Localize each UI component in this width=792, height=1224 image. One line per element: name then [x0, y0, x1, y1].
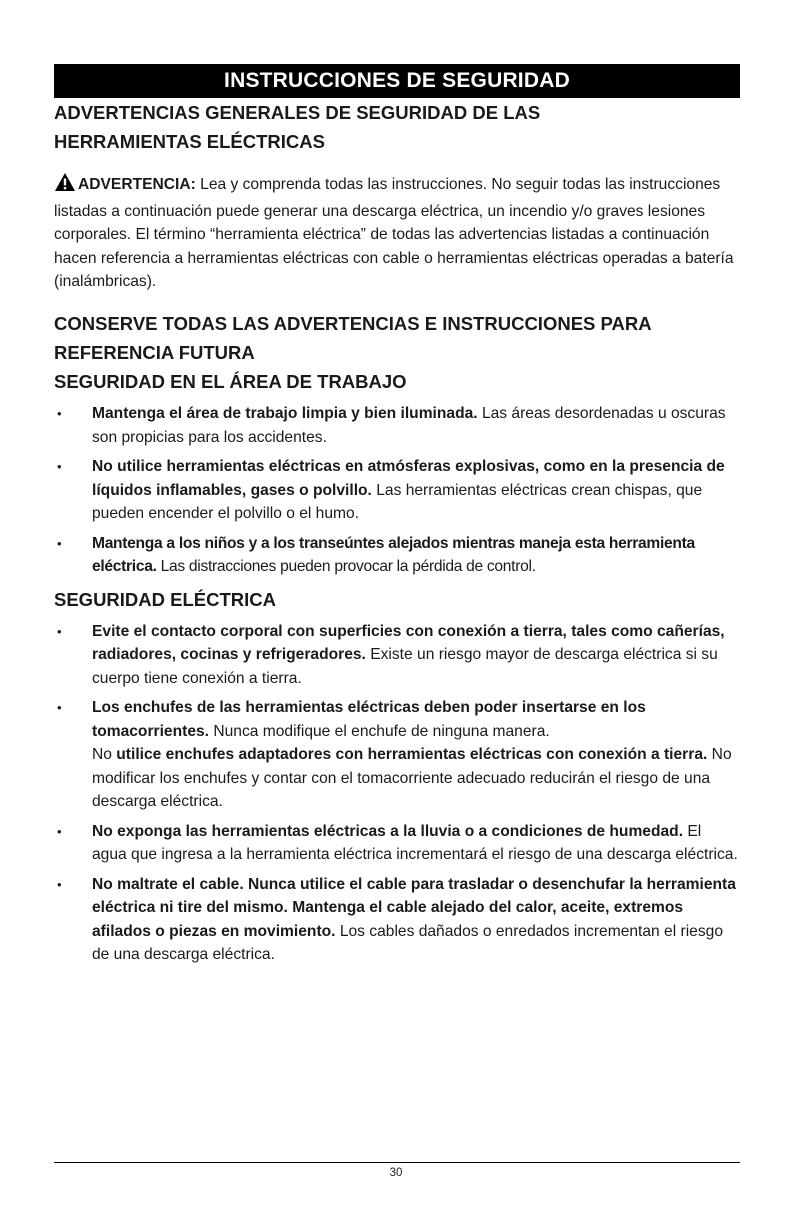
warning-triangle-icon: [54, 172, 76, 200]
item-bold: Evite el contacto corporal con superficies con conexión a tierra, tales como cañerías, radiadores, cocinas y refrigeradores.: [92, 622, 725, 664]
item-text: Nunca modifique el enchufe de ninguna manera.: [209, 722, 550, 740]
bullet-icon: •: [57, 406, 62, 422]
page-content: [54, 64, 740, 973]
item-bold-2: utilice enchufes adaptadores con herramientas eléctricas con conexión a tierra.: [116, 746, 708, 764]
conserve-title-line1: CONSERVE TODAS LAS ADVERTENCIAS E INSTRUCCIONES PARA: [54, 313, 652, 335]
list-item: [54, 696, 740, 814]
bullet-icon: •: [57, 823, 62, 839]
list-item: [54, 402, 740, 449]
item-bold: Mantenga a los niños y a los transeúntes alejados mientras maneja esta herramienta eléctrica.: [92, 534, 695, 576]
warning-text: Lea y comprenda todas las instrucciones. No seguir todas las instrucciones listadas a continuación puede generar una descarga eléctrica, un incendio y/o graves lesiones corporales. El término “herramienta eléctrica” de todas las advertencias listadas a continuación hacen referencia a herramientas eléctricas con cable o herramientas eléctricas operadas a batería (inalámbricas).: [54, 176, 734, 290]
page-number: 30: [389, 1167, 403, 1179]
electrical-safety-title: SEGURIDAD ELÉCTRICA: [54, 588, 277, 610]
bullet-icon: •: [57, 623, 62, 639]
list-item: [54, 873, 740, 967]
item-text: Las herramientas eléctricas crean chispas, que pueden encender el polvillo o el humo.: [92, 481, 703, 523]
conserve-title-line2: REFERENCIA FUTURA: [54, 342, 255, 364]
item-bold: Mantenga el área de trabajo limpia y bien iluminada.: [92, 405, 478, 423]
conserve-title: [54, 309, 740, 367]
bullet-icon: •: [57, 700, 62, 716]
item-text: El agua que ingresa a la herramienta eléctrica incrementará el riesgo de una descarga eléctrica.: [92, 822, 738, 864]
work-area-title: SEGURIDAD EN EL ÁREA DE TRABAJO: [54, 371, 407, 393]
footer-divider: [54, 1162, 740, 1163]
general-warnings-title-line1: ADVERTENCIAS GENERALES DE SEGURIDAD DE LAS: [54, 102, 541, 123]
item-bold: No exponga las herramientas eléctricas a la lluvia o a condiciones de humedad.: [92, 822, 684, 840]
list-item: [54, 532, 740, 579]
item-text: Los cables dañados o enredados incrementan el riesgo de una descarga eléctrica.: [92, 922, 723, 964]
item-text: Existe un riesgo mayor de descarga eléctrica si su cuerpo tiene conexión a tierra.: [92, 646, 718, 687]
list-item: [54, 820, 740, 867]
item-text: Las áreas desordenadas u oscuras son propicias para los accidentes.: [92, 405, 726, 446]
general-warnings-title-line2: HERRAMIENTAS ELÉCTRICAS: [54, 131, 325, 152]
item-text-2: No modificar los enchufes y contar con el tomacorriente adecuado reducirán el riesgo de una descarga eléctrica.: [92, 746, 732, 811]
warning-paragraph: [54, 172, 740, 294]
warning-label: ADVERTENCIA:: [78, 176, 196, 193]
item-text: Las distracciones pueden provocar la pérdida de control.: [156, 558, 536, 576]
bullet-icon: •: [57, 459, 62, 475]
item-bold: No utilice herramientas eléctricas en atmósferas explosivas, como en la presencia de líquidos inflamables, gases o polvillo.: [92, 458, 725, 499]
bullet-icon: •: [57, 535, 62, 551]
item-bold: Los enchufes de las herramientas eléctricas deben poder insertarse en los tomacorrientes.: [92, 699, 646, 740]
item-bold: No maltrate el cable. Nunca utilice el cable para trasladar o desenchufar la herramienta eléctrica ni tire del mismo. Mantenga el cable alejado del calor, aceite, extremos afilados o piezas en movimiento.: [92, 875, 736, 940]
work-area-list: [54, 402, 740, 579]
list-item: [54, 455, 740, 526]
list-item: [54, 620, 740, 691]
electrical-safety-list: [54, 620, 740, 967]
general-warnings-title: [54, 98, 740, 156]
bullet-icon: •: [57, 876, 62, 892]
section-banner: INSTRUCCIONES DE SEGURIDAD: [54, 64, 740, 98]
item-text-plain: No: [92, 746, 117, 764]
